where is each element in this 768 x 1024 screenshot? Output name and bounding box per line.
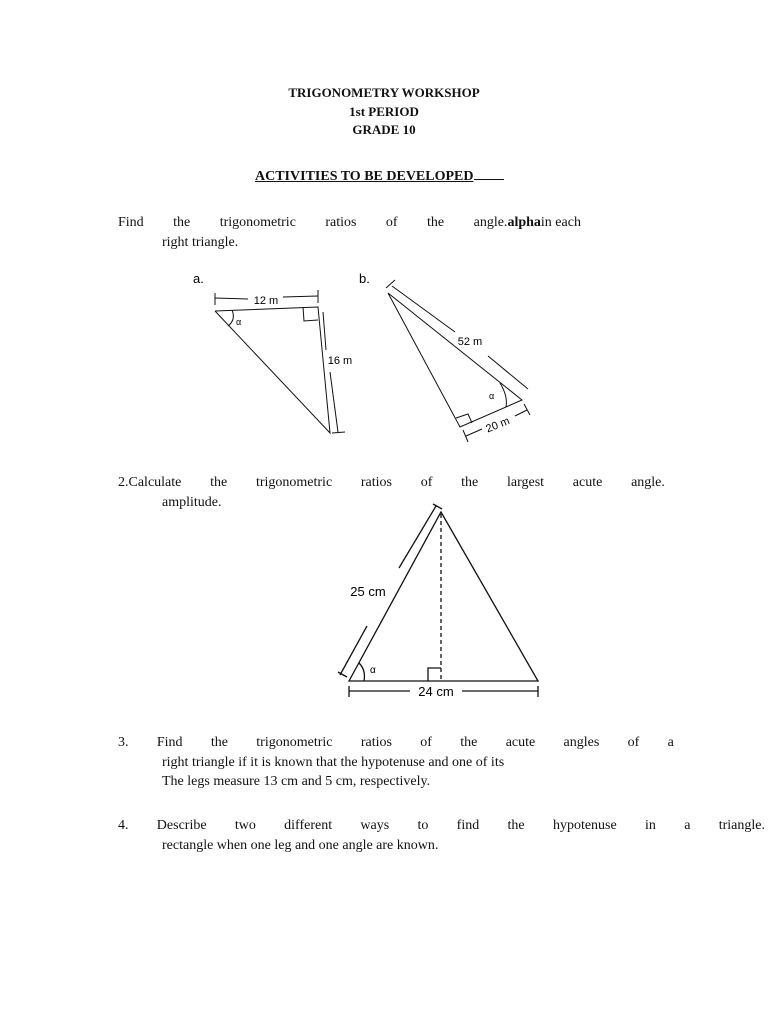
fig-b-hypotenuse: 52 m: [457, 336, 483, 348]
fig-b-leg: 20 m: [484, 415, 512, 436]
question-1-line-2: right triangle.: [162, 235, 239, 250]
figure-c: [0, 500, 768, 705]
fig-a-top-side: 12 m: [253, 295, 279, 307]
question-1-line-1: Find the trigonometric ratios of the angle.alphain each: [118, 215, 581, 230]
fig-b-alpha: α: [489, 391, 495, 401]
fig-a-alpha: α: [236, 317, 242, 327]
question-1-angle-phrase: angle.alphain each: [473, 215, 581, 230]
section-heading: ACTIVITIES TO BE DEVELOPED: [255, 167, 504, 185]
fig-a-right-side: 16 m: [327, 355, 353, 367]
question-2-line-1: 2.Calculate the trigonometric ratios of the largest acute angle.: [118, 475, 665, 490]
fig-a-triangle: [215, 290, 345, 433]
fig-c-alpha: α: [370, 665, 376, 676]
question-2-line-2: amplitude.: [162, 495, 222, 510]
figures-a-b: [0, 260, 768, 460]
period-label: 1st PERIOD: [349, 104, 419, 119]
question-3-line-3: The legs measure 13 cm and 5 cm, respectively.: [162, 774, 431, 789]
fig-c-triangle: [338, 504, 538, 697]
question-3-line-2: right triangle if it is known that the hypotenuse and one of its: [162, 755, 505, 770]
fig-c-left-side: 25 cm: [350, 584, 386, 599]
worksheet-title: TRIGONOMETRY WORKSHOP: [288, 85, 480, 100]
fig-c-base: 24 cm: [418, 684, 454, 699]
question-3-line-1: 3. Find the trigonometric ratios of the acute angles of a: [118, 735, 674, 750]
grade-label: GRADE 10: [352, 122, 416, 137]
fig-a-label: a.: [193, 271, 204, 286]
question-4-line-2: rectangle when one leg and one angle are known.: [162, 838, 439, 853]
question-4-line-1: 4. Describe two different ways to find the hypotenuse in a triangle.: [118, 818, 765, 833]
fig-b-triangle: [386, 280, 530, 442]
fig-b-label: b.: [359, 271, 370, 286]
